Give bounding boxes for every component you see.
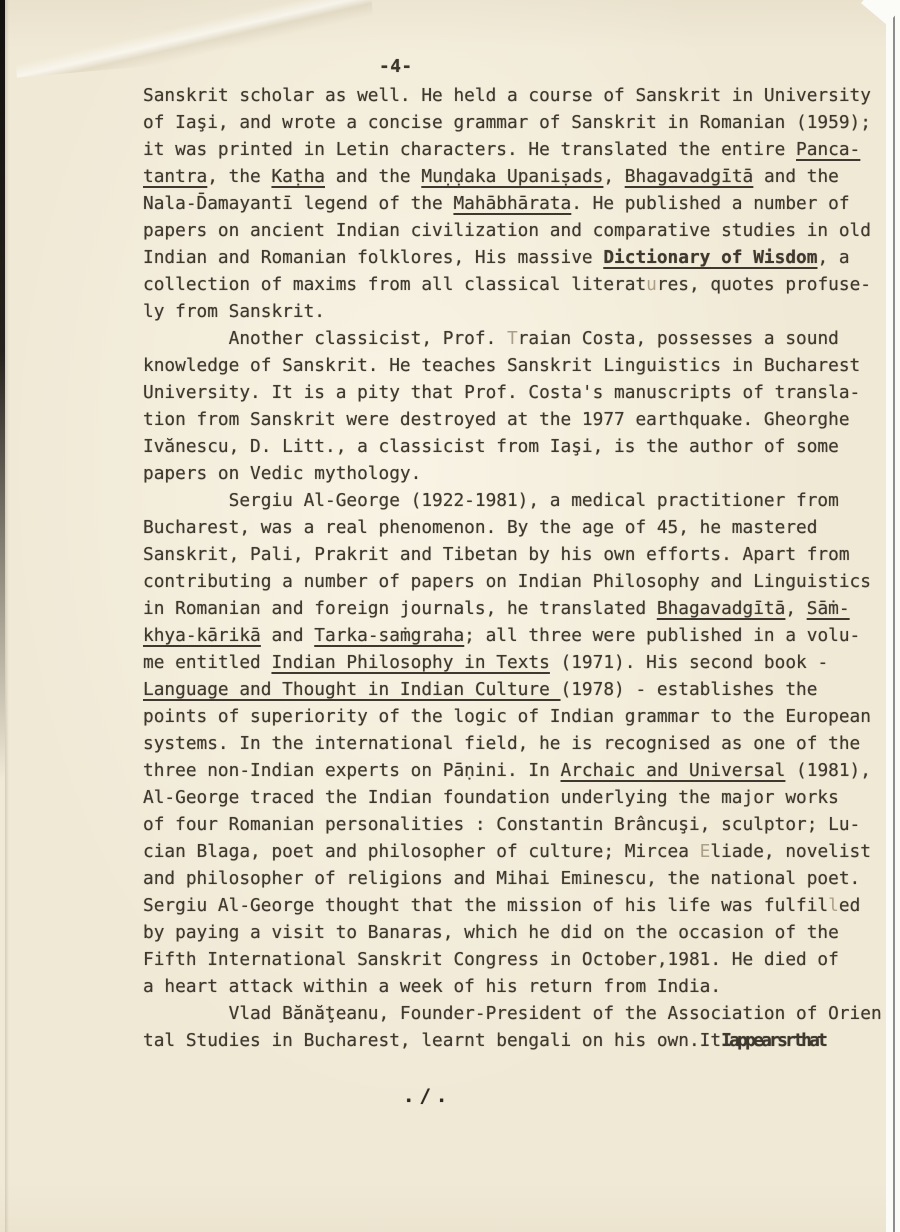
text-segment: Nala-D̄amayantī legend of the — [143, 193, 454, 214]
paper-edge-left-shadow — [5, 0, 9, 1232]
text-line — [143, 298, 882, 325]
text-segment: khya-kārikā — [143, 625, 261, 646]
text-line — [143, 163, 882, 190]
text-line — [143, 1027, 882, 1054]
text-segment: and — [260, 625, 315, 646]
text-segment: tal Studies in Bucharest, learnt bengali on his own.It — [143, 1030, 722, 1051]
text-line — [143, 946, 882, 973]
text-segment: Sāṁ- — [806, 598, 850, 619]
text-line — [143, 487, 882, 514]
text-segment: Language and Thought in Indian Culture — [143, 679, 561, 700]
text-segment: Another classicist, Prof. — [143, 328, 507, 349]
text-line — [143, 109, 882, 136]
text-line — [143, 730, 882, 757]
text-line — [143, 811, 882, 838]
text-line — [143, 595, 882, 622]
text-line — [143, 973, 882, 1000]
text-line — [143, 190, 882, 217]
text-segment: papers on ancient Indian civilization and comparative studies in old — [143, 220, 871, 241]
text-segment: , — [603, 166, 625, 187]
text-segment: collection of maxims from all classical literat — [143, 274, 647, 295]
text-segment: cian Blaga, poet and philosopher of culture; Mircea — [143, 841, 700, 862]
text-segment: University. It is a pity that Prof. Costa's manuscripts of transla- — [143, 382, 861, 403]
text-segment: Sergiu Al-George (1922-1981), a medical practitioner from — [143, 490, 839, 511]
text-line — [143, 433, 882, 460]
text-segment: contributing a number of papers on Indian Philosophy and Linguistics — [143, 571, 871, 592]
text-segment: Dictionary of Wisdom — [603, 247, 818, 268]
paper-crease — [12, 0, 375, 78]
text-segment: points of superiority of the logic of Indian grammar to the European — [143, 706, 871, 727]
text-line — [143, 703, 882, 730]
text-segment: tion from Sanskrit were destroyed at the 1977 earthquake. Gheorghe — [143, 409, 850, 430]
text-segment: , the — [207, 166, 272, 187]
text-line — [143, 271, 882, 298]
text-segment: , a — [817, 247, 850, 268]
typewritten-text — [143, 82, 882, 1054]
text-segment: Al-George traced the Indian foundation underlying the major works — [143, 787, 839, 808]
text-line — [143, 622, 882, 649]
text-segment: Archaic and Universal — [560, 760, 786, 781]
text-line — [143, 919, 882, 946]
text-segment: Vlad Bănăţeanu, Founder-President of the Association of Orien — [143, 1003, 882, 1024]
text-segment: E — [699, 841, 711, 862]
text-segment: a heart attack within a week of his return from India. — [143, 976, 722, 997]
text-segment: knowledge of Sanskrit. He teaches Sanskrit Linguistics in Bucharest — [143, 355, 861, 376]
text-segment: systems. In the international field, he is recognised as one of the — [143, 733, 861, 754]
text-segment: Kaṭha — [271, 166, 325, 187]
text-segment: Iappearsrthat — [721, 1030, 826, 1051]
text-segment: ly from Sanskrit. — [143, 301, 325, 322]
text-segment: res, quotes profuse- — [656, 274, 871, 295]
text-segment: . He published a number of — [571, 193, 850, 214]
text-segment: in Romanian and foreign journals, he translated — [143, 598, 657, 619]
text-line — [143, 1000, 882, 1027]
text-segment: l — [828, 895, 839, 916]
text-segment: Panca- — [796, 139, 861, 160]
text-segment: Bhagavadgītā — [656, 598, 786, 619]
text-segment: Muṇḍaka Upaniṣads — [421, 166, 604, 187]
text-line — [143, 838, 882, 865]
text-segment: (1981), — [785, 760, 871, 781]
text-segment: tantra — [143, 166, 208, 187]
text-segment: , — [785, 598, 807, 619]
text-line — [143, 244, 882, 271]
text-segment: ; all three were published in a volu- — [464, 625, 861, 646]
text-segment: by paying a visit to Banaras, which he did on the occasion of the — [143, 922, 839, 943]
text-segment: raian Costa, possesses a sound — [517, 328, 839, 349]
text-segment: u — [646, 274, 657, 295]
text-segment: (1971). His second book - — [549, 652, 829, 673]
text-segment: Sanskrit, Pali, Prakrit and Tibetan by his own efforts. Apart from — [143, 544, 850, 565]
text-segment: three non-Indian experts on Pāṇini. In — [143, 760, 561, 781]
text-segment: Sanskrit scholar as well. He held a course of Sanskrit in University — [143, 85, 871, 106]
text-line — [143, 784, 882, 811]
text-segment: and philosopher of religions and Mihai Eminescu, the national poet. — [143, 868, 861, 889]
text-line — [143, 541, 882, 568]
text-segment: and the — [325, 166, 422, 187]
text-line — [143, 649, 882, 676]
text-segment: Mahābhārata — [453, 193, 572, 214]
text-line — [143, 136, 882, 163]
text-line — [143, 325, 882, 352]
text-line — [143, 82, 882, 109]
text-line — [143, 514, 882, 541]
text-segment: papers on Vedic mythology. — [143, 463, 422, 484]
text-segment: and the — [753, 166, 839, 187]
text-line — [143, 217, 882, 244]
text-line — [143, 460, 882, 487]
page-number: -4- — [379, 56, 413, 77]
text-segment: Fifth International Sanskrit Congress in October,1981. He died of — [143, 949, 839, 970]
continuation-mark: ./. — [403, 1085, 453, 1107]
text-segment: (1978) - establishes the — [560, 679, 818, 700]
text-line — [143, 676, 882, 703]
text-segment: of four Romanian personalities : Constantin Brâncuşi, sculptor; Lu- — [143, 814, 861, 835]
text-segment: of Iaşi, and wrote a concise grammar of Sanskrit in Romanian (1959); — [143, 112, 871, 133]
text-segment: ed — [838, 895, 861, 916]
text-segment: it was printed in Letin characters. He translated the entire — [143, 139, 797, 160]
text-segment: Indian Philosophy in Texts — [271, 652, 550, 673]
text-segment: Bhagavadgītā — [624, 166, 754, 187]
text-segment: Ivănescu, D. Litt., a classicist from Iaşi, is the author of some — [143, 436, 839, 457]
text-segment: me entitled — [143, 652, 272, 673]
text-segment: liade, novelist — [710, 841, 871, 862]
text-line — [143, 352, 882, 379]
text-segment: Indian and Romanian folklores, His massive — [143, 247, 604, 268]
text-segment: T — [506, 328, 518, 349]
text-line — [143, 568, 882, 595]
text-segment: Tarka-saṁgraha — [314, 625, 465, 646]
text-line — [143, 379, 882, 406]
text-segment: Bucharest, was a real phenomenon. By the age of 45, he mastered — [143, 517, 818, 538]
text-line — [143, 892, 882, 919]
text-line — [143, 406, 882, 433]
text-segment: Sergiu Al-George thought that the mission of his life was fulfil — [143, 895, 829, 916]
text-line — [143, 757, 882, 784]
text-line — [143, 865, 882, 892]
scan-edge-line-right — [893, 0, 895, 1232]
